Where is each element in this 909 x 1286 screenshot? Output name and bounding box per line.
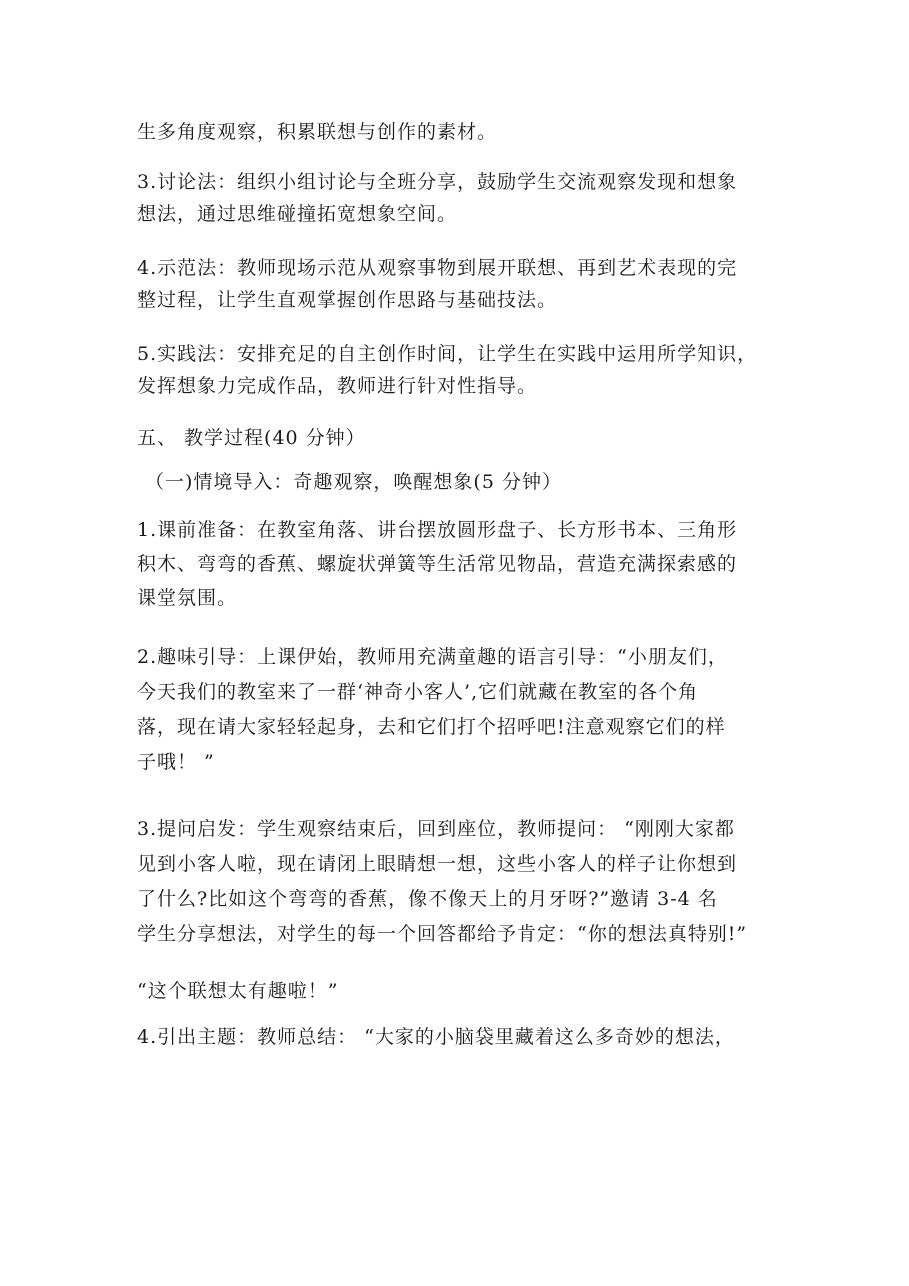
paragraph-line: 4.引出主题：教师总结： “大家的小脑袋里藏着这么多奇妙的想法， <box>137 1026 735 1048</box>
paragraph-line: 5.实践法：安排充足的自主创作时间，让学生在实践中运用所学知识， <box>137 343 758 365</box>
paragraph-line: 生多角度观察，积累联想与创作的素材。 <box>137 121 498 143</box>
paragraph-line: 2.趣味引导：上课伊始，教师用充满童趣的语言引导：“小朋友们， <box>137 646 728 668</box>
paragraph-line: 了什么?比如这个弯弯的香蕉，像不像天上的月牙呀?”邀请 3-4 名 <box>137 888 718 910</box>
paragraph-line: 整过程，让学生直观掌握创作思路与基础技法。 <box>137 289 558 311</box>
paragraph-line: 发挥想象力完成作品，教师进行针对性指导。 <box>137 375 538 397</box>
paragraph-line: 1.课前准备：在教室角落、讲台摆放圆形盘子、长方形书本、三角形 <box>137 519 738 541</box>
paragraph-line: 想法，通过思维碰撞拓宽想象空间。 <box>137 203 458 225</box>
paragraph-line: 今天我们的教室来了一群‘神奇小客人’,它们就藏在教室的各个角 <box>137 681 699 703</box>
paragraph-line: 3.提问启发：学生观察结束后，回到座位，教师提问： “刚刚大家都 <box>137 818 735 840</box>
paragraph-line: 学生分享想法，对学生的每一个回答都给予肯定：“你的想法真特别!” <box>137 923 748 945</box>
paragraph-line: 4.示范法：教师现场示范从观察事物到展开联想、再到艺术表现的完 <box>137 257 738 279</box>
paragraph-line: “这个联想太有趣啦！” <box>137 980 339 1002</box>
paragraph-line: 积木、弯弯的香蕉、螺旋状弹簧等生活常见物品，营造充满探索感的 <box>137 553 738 575</box>
subsection-heading: （一)情境导入：奇趣观察，唤醒想象(5 分钟） <box>145 471 562 493</box>
section-heading: 五、 教学过程(40 分钟） <box>137 427 366 449</box>
paragraph-line: 见到小客人啦，现在请闭上眼睛想一想，这些小客人的样子让你想到 <box>137 853 738 875</box>
paragraph-line: 课堂氛围。 <box>137 587 238 609</box>
paragraph-line: 子哦！ ” <box>137 751 215 773</box>
paragraph-line: 落，现在请大家轻轻起身，去和它们打个招呼吧!注意观察它们的样 <box>137 716 726 738</box>
paragraph-line: 3.讨论法：组织小组讨论与全班分享，鼓励学生交流观察发现和想象 <box>137 171 738 193</box>
